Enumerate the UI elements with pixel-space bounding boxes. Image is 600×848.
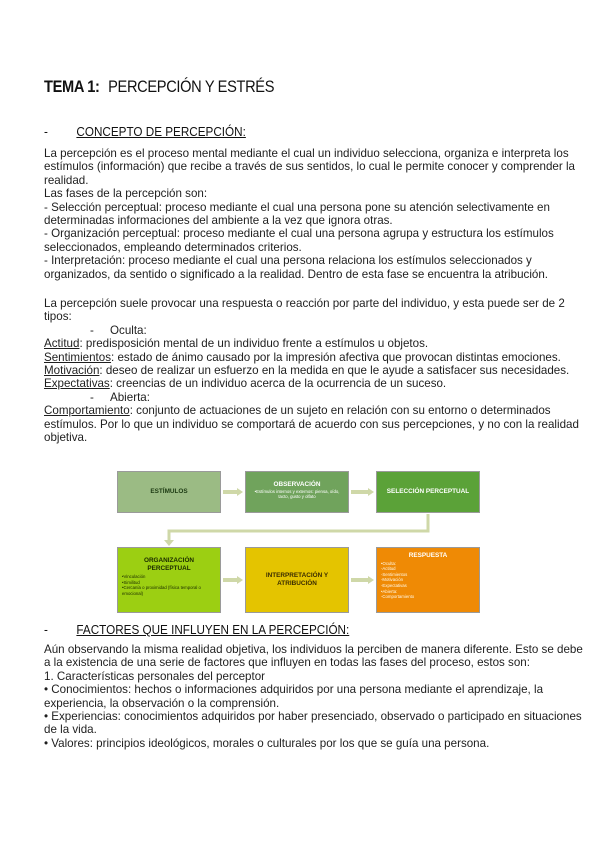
box-observacion: OBSERVACIÓN •Estímulos internos y externos: piensa, oído, tacto, gusto y olfato — [245, 471, 349, 513]
list-item: • Conocimientos: hechos o informaciones adquiridos por una persona mediante el aprendizaje, la experiencia, la observación o la comprensión. — [44, 683, 544, 710]
box-respuesta: RESPUESTA •Oculta: -Actitud -Sentimientos -Motivación -Expectativas •Abierta: -Comportamiento — [376, 547, 480, 613]
paragraph: Las fases de la percepción son: — [44, 187, 208, 201]
arrow-estimulos-observacion — [223, 488, 243, 496]
definition-motivacion: Motivación: deseo de realizar un esfuerzo en la medida en que le ayude a satisfacer sus necesidades. — [44, 364, 570, 378]
definition-expectativas: Expectativas: creencias de un individuo acerca de la ocurrencia de un suceso. — [44, 377, 447, 391]
box-interpretacion: INTERPRETACIÓN Y ATRIBUCIÓN — [245, 547, 349, 613]
diagram-list-item: -Actitud — [381, 566, 396, 572]
list-item: - Interpretación: proceso mediante el cual una persona relaciona los estímulos seleccionados y organizados, da sentido o significado a la realidad. Dentro de esta fase se encuentra la atribución. — [44, 254, 549, 281]
paragraph: La percepción es el proceso mental mediante el cual un individuo selecciona, organiza e interpreta los estímulos (información) que recibe a través de sus sentidos, lo cual le permite conocer y comprender la realidad. — [44, 147, 575, 187]
list-item: - Organización perceptual: proceso mediante el cual una persona agrupa y estructura los estímulos seleccionados, empleando determinados criterios. — [44, 227, 554, 254]
diagram-list-item: •Abierta: — [381, 588, 398, 594]
dash: - — [90, 390, 94, 404]
section-heading-factores — [44, 622, 349, 637]
subheading-oculta: - Oculta: — [90, 323, 147, 337]
paragraph: Aún observando la misma realidad objetiva, los individuos la perciben de manera diferente. Esto se debe a la existencia de una serie de factores que influyen en todas las fases del proceso, estos son: — [44, 643, 583, 670]
list-item: - Selección perceptual: proceso mediante el cual una persona pone su atención selectivamente en determinadas informaciones del ambiente a la vez que ignora otras. — [44, 200, 550, 228]
section-title: FACTORES QUE INFLUYEN EN LA PERCEPCIÓN: — [76, 622, 350, 637]
diagram-list-item: •Similitud — [122, 579, 140, 585]
arrow-seleccion-organizacion — [169, 514, 428, 541]
section-dash: - — [44, 124, 48, 139]
paragraph: La percepción suele provocar una respuesta o reacción por parte del individuo, y esta puede ser de 2 tipos: — [44, 297, 565, 324]
arrow-organizacion-interpretacion — [223, 576, 243, 584]
box-estimulos: ESTÍMULOS — [117, 471, 221, 513]
diagram-list-item: •Oculta: — [381, 560, 397, 566]
diagram-list-item: -Motivación — [381, 577, 403, 583]
diagram-list-item: -Expectativas — [381, 582, 407, 588]
diagram-list-item: •Vinculación — [122, 574, 146, 580]
factores-text — [44, 643, 592, 750]
list-item: • Experiencias: conocimientos adquiridos por haber presenciado, observado o participado en situaciones de la vida. — [44, 710, 582, 737]
box-seleccion: SELECCIÓN PERCEPTUAL — [376, 471, 480, 513]
respuesta-list — [377, 561, 479, 600]
definition-comportamiento: Comportamiento: conjunto de actuaciones de un sujeto en relación con su entorno o determinados estímulos. Por lo que un individuo se comportará de acuerdo con sus percepciones, y no con la realidad objetiva. — [44, 404, 579, 445]
list-item: • Valores: principios ideológicos, morales o culturales por los que se guía una persona. — [44, 736, 490, 750]
box-organizacion: ORGANIZACIÓN PERCEPTUAL •Vinculación •Similitud •Cercanía o proximidad (física temporal o emocional) — [117, 547, 221, 613]
section-dash: - — [44, 622, 48, 637]
title-text: PERCEPCIÓN Y ESTRÉS — [108, 77, 275, 96]
arrow-observacion-seleccion — [351, 488, 374, 496]
dash: - — [90, 323, 94, 337]
title-number: TEMA 1: — [44, 77, 100, 96]
definition-actitud: Actitud: predisposición mental de un individuo frente a estímulos u objetos. — [44, 337, 429, 351]
definition-sentimientos: Sentimientos: estado de ánimo causado por la impresión afectiva que provocan distintas emociones. — [44, 350, 561, 364]
diagram-list-item: -Sentimientos — [381, 571, 408, 577]
diagram-list-item: -Comportamiento — [381, 594, 415, 600]
section-title: CONCEPTO DE PERCEPCIÓN: — [76, 124, 246, 139]
arrow-head — [164, 540, 174, 546]
organizacion-list — [118, 574, 220, 596]
subheading-abierta: - Abierta: — [90, 390, 150, 404]
diagram-list-item: •Cercanía o proximidad (física temporal o emocional) — [122, 585, 201, 596]
paragraph: 1. Características personales del perceptor — [44, 669, 266, 683]
arrow-interpretacion-respuesta — [351, 576, 374, 584]
